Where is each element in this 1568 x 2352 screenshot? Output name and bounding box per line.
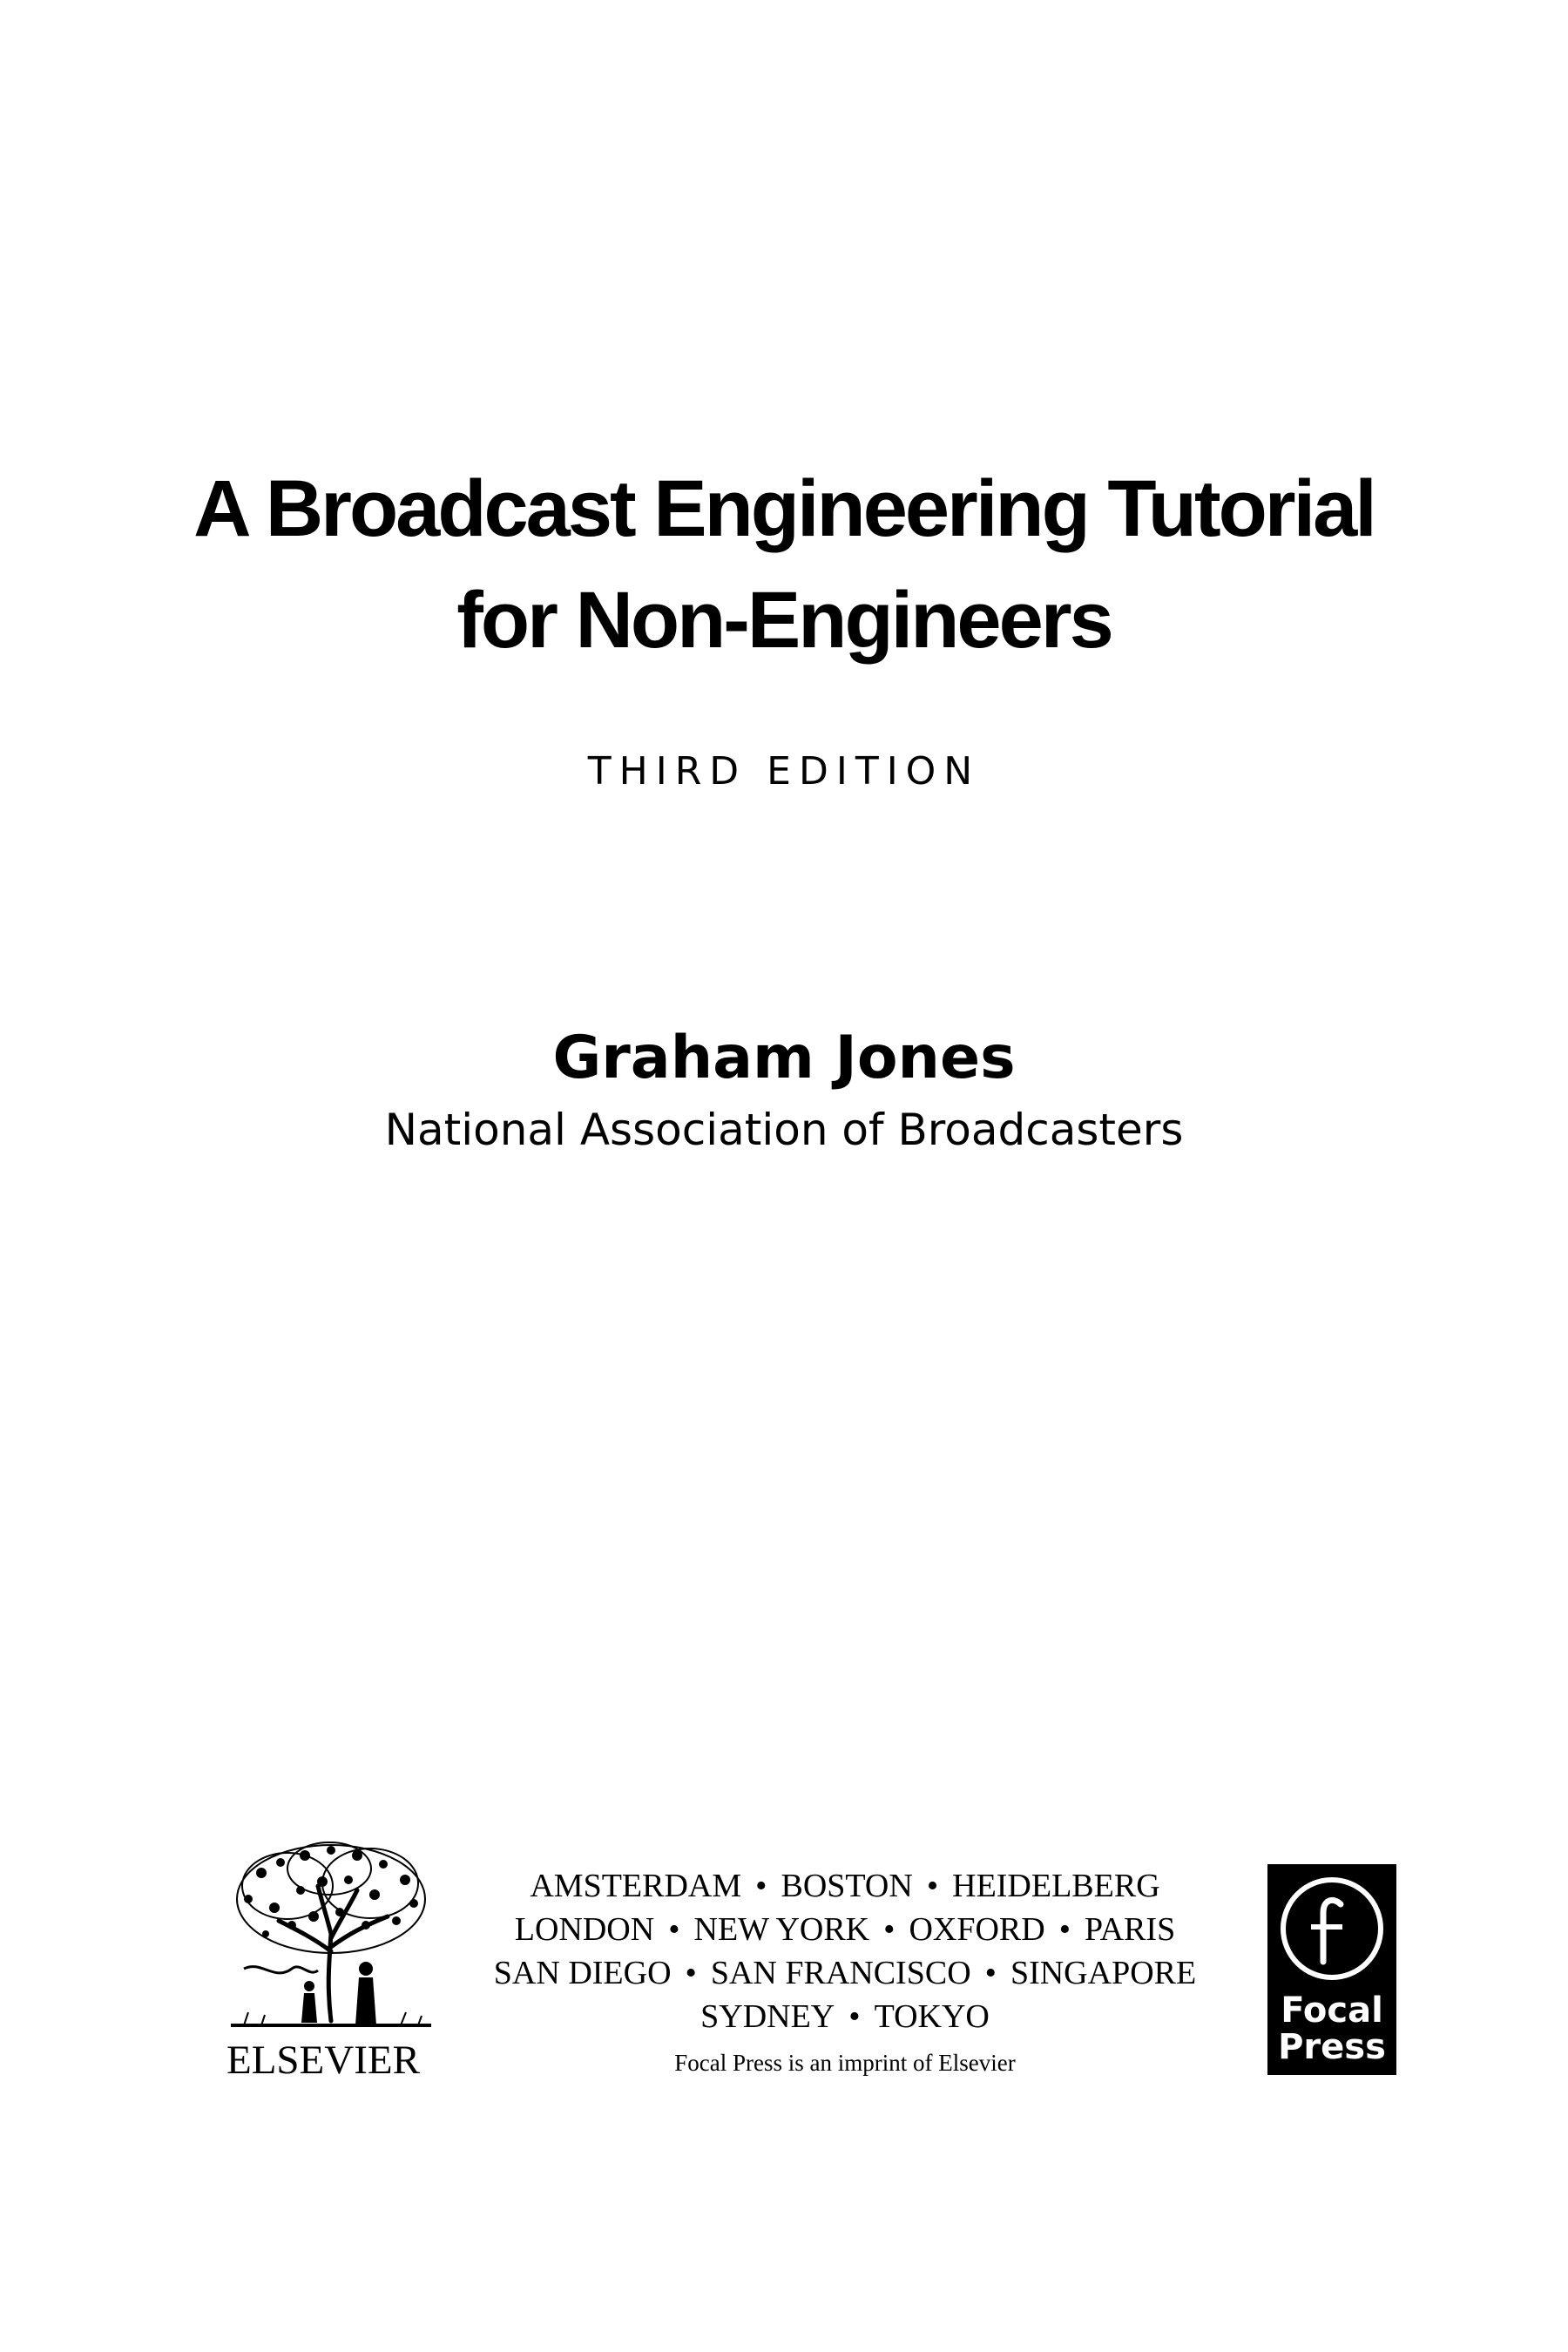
city: AMSTERDAM — [530, 1868, 742, 1904]
city: OXFORD — [909, 1911, 1045, 1948]
elsevier-wordmark: ELSEVIER — [226, 2038, 420, 2083]
city: NEW YORK — [693, 1911, 870, 1948]
separator-bullet: • — [926, 1868, 939, 1904]
city: SINGAPORE — [1010, 1955, 1197, 1991]
separator-bullet: • — [1058, 1911, 1071, 1948]
publisher-cities — [453, 1864, 1237, 2038]
separator-bullet: • — [685, 1955, 697, 1991]
city: SAN FRANCISCO — [710, 1955, 971, 1991]
city: SAN DIEGO — [493, 1955, 672, 1991]
separator-bullet: • — [984, 1955, 997, 1991]
book-title-line-1: A Broadcast Engineering Tutorial — [193, 464, 1375, 553]
separator-bullet: • — [883, 1911, 896, 1948]
city: LONDON — [514, 1911, 655, 1948]
author-name: Graham Jones — [552, 1024, 1016, 1092]
book-title — [0, 453, 1568, 676]
city: SYDNEY — [700, 1998, 835, 2035]
city: BOSTON — [781, 1868, 913, 1904]
focal-press-logo — [1267, 1864, 1396, 2075]
focal-press-word-1: Focal — [1281, 1990, 1383, 2031]
focal-press-word-2: Press — [1278, 2027, 1386, 2067]
cities-row-2 — [453, 1908, 1237, 1951]
city: HEIDELBERG — [952, 1868, 1160, 1904]
imprint-note: Focal Press is an imprint of Elsevier — [674, 2050, 1016, 2076]
edition-label: THIRD EDITION — [587, 749, 981, 794]
cities-row-1 — [453, 1864, 1237, 1908]
city: PARIS — [1085, 1911, 1176, 1948]
cities-row-3 — [453, 1951, 1237, 1995]
separator-bullet: • — [848, 1998, 861, 2035]
separator-bullet: • — [668, 1911, 680, 1948]
city: TOKYO — [874, 1998, 990, 2035]
author-affiliation: National Association of Broadcasters — [384, 1105, 1184, 1155]
separator-bullet: • — [755, 1868, 767, 1904]
tree-and-figures-icon — [226, 1838, 436, 2038]
elsevier-logo — [226, 1838, 444, 2099]
cities-row-4 — [453, 1995, 1237, 2038]
book-title-line-2: for Non-Engineers — [456, 576, 1112, 665]
